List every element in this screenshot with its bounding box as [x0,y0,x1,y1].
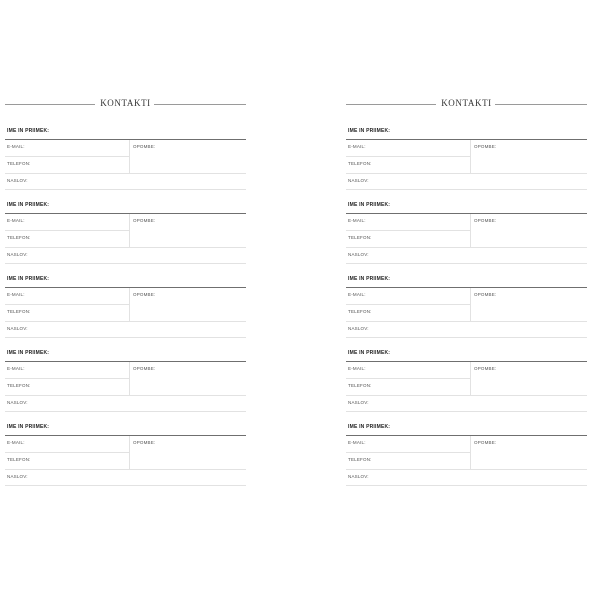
page-header [346,96,587,112]
address-line [346,189,587,190]
address-line [346,263,587,264]
column-divider [129,436,130,469]
address-label: NASLOV: [7,474,28,479]
notes-label: OPOMBE: [133,144,156,149]
column-divider [129,288,130,321]
phone-label: TELEFON: [7,383,31,388]
phone-label: TELEFON: [348,457,372,462]
notes-label: OPOMBE: [474,292,497,297]
address-label: NASLOV: [7,252,28,257]
email-label: E-MAIL: [348,366,366,371]
email-label: E-MAIL: [7,292,25,297]
contacts-page-right [346,96,587,498]
page-title: KONTAKTI [100,98,151,108]
phone-line [5,247,246,248]
email-line [346,156,470,157]
notes-label: OPOMBE: [474,366,497,371]
name-label: IME IN PRIIMEK: [348,276,391,282]
name-rule [5,213,246,214]
phone-label: TELEFON: [348,383,372,388]
phone-line [346,247,587,248]
phone-line [5,321,246,322]
contact-entry [346,350,587,424]
address-label: NASLOV: [348,178,369,183]
email-line [346,304,470,305]
name-label: IME IN PRIIMEK: [7,128,50,134]
email-label: E-MAIL: [348,440,366,445]
email-line [5,230,129,231]
name-rule [5,435,246,436]
phone-label: TELEFON: [348,235,372,240]
phone-line [346,469,587,470]
email-line [5,452,129,453]
name-rule [5,287,246,288]
phone-label: TELEFON: [7,457,31,462]
name-label: IME IN PRIIMEK: [348,128,391,134]
phone-label: TELEFON: [7,235,31,240]
notes-label: OPOMBE: [133,292,156,297]
column-divider [470,288,471,321]
name-label: IME IN PRIIMEK: [348,350,391,356]
phone-line [346,395,587,396]
name-rule [346,213,587,214]
name-rule [346,139,587,140]
address-label: NASLOV: [7,326,28,331]
address-line [5,189,246,190]
column-divider [470,214,471,247]
address-line [5,263,246,264]
notes-label: OPOMBE: [474,144,497,149]
name-label: IME IN PRIIMEK: [348,424,391,430]
phone-line [5,469,246,470]
email-line [5,378,129,379]
contact-entry [346,424,587,498]
header-rule-right [154,104,246,105]
email-label: E-MAIL: [348,144,366,149]
notes-label: OPOMBE: [133,366,156,371]
email-label: E-MAIL: [7,218,25,223]
name-rule [346,287,587,288]
email-line [5,304,129,305]
column-divider [129,362,130,395]
address-line [5,485,246,486]
phone-label: TELEFON: [7,161,31,166]
contact-entry [346,276,587,350]
phone-label: TELEFON: [348,161,372,166]
contact-entry [5,424,246,498]
column-divider [129,214,130,247]
phone-line [346,173,587,174]
phone-line [346,321,587,322]
name-label: IME IN PRIIMEK: [7,424,50,430]
email-line [346,452,470,453]
address-label: NASLOV: [348,326,369,331]
contact-entry [5,350,246,424]
address-line [346,485,587,486]
address-label: NASLOV: [7,400,28,405]
name-rule [346,435,587,436]
address-label: NASLOV: [348,474,369,479]
phone-line [5,395,246,396]
column-divider [470,436,471,469]
name-label: IME IN PRIIMEK: [348,202,391,208]
name-label: IME IN PRIIMEK: [7,202,50,208]
email-label: E-MAIL: [7,144,25,149]
name-label: IME IN PRIIMEK: [7,276,50,282]
contact-entry [5,276,246,350]
contacts-page-left [5,96,246,498]
column-divider [470,140,471,173]
phone-line [5,173,246,174]
email-line [5,156,129,157]
notes-label: OPOMBE: [133,218,156,223]
name-rule [346,361,587,362]
email-label: E-MAIL: [348,218,366,223]
address-label: NASLOV: [348,400,369,405]
notes-label: OPOMBE: [133,440,156,445]
email-label: E-MAIL: [7,366,25,371]
email-label: E-MAIL: [348,292,366,297]
page-title: KONTAKTI [441,98,492,108]
phone-label: TELEFON: [7,309,31,314]
contact-entry [5,202,246,276]
column-divider [129,140,130,173]
name-rule [5,361,246,362]
address-label: NASLOV: [7,178,28,183]
contact-entry [5,128,246,202]
phone-label: TELEFON: [348,309,372,314]
address-line [5,411,246,412]
email-line [346,378,470,379]
header-rule-right [495,104,587,105]
notes-label: OPOMBE: [474,218,497,223]
page-header [5,96,246,112]
address-label: NASLOV: [348,252,369,257]
name-label: IME IN PRIIMEK: [7,350,50,356]
contact-entry [346,128,587,202]
address-line [346,411,587,412]
name-rule [5,139,246,140]
notes-label: OPOMBE: [474,440,497,445]
column-divider [470,362,471,395]
email-line [346,230,470,231]
contact-entry [346,202,587,276]
email-label: E-MAIL: [7,440,25,445]
address-line [5,337,246,338]
address-line [346,337,587,338]
